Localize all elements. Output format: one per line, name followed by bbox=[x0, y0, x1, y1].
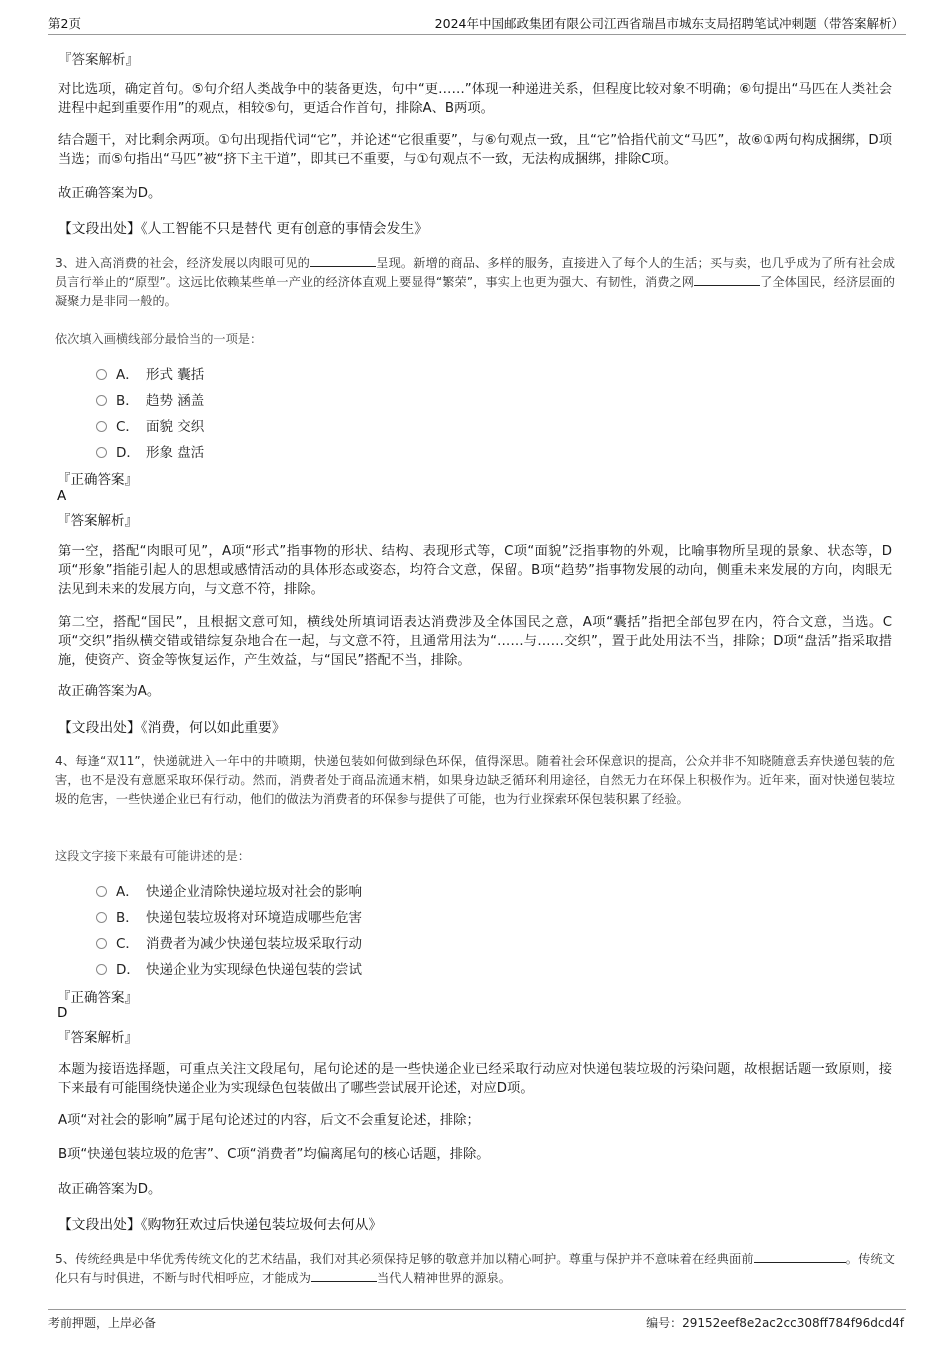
q3-option-d[interactable]: D． 形象 盘活 bbox=[96, 441, 204, 461]
q3-option-a[interactable]: A． 形式 囊括 bbox=[96, 363, 204, 383]
q4-option-c[interactable]: C． 消费者为减少快递包装垃圾采取行动 bbox=[96, 932, 362, 952]
q3-source: 【文段出处】《消费，何以如此重要》 bbox=[58, 720, 286, 736]
footer-serial: 编号：29152eef8e2ac2cc308ff784f96dcd4f bbox=[646, 1316, 904, 1330]
q4-option-b[interactable]: B． 快递包装垃圾将对环境造成哪些危害 bbox=[96, 906, 362, 926]
page-number: 第2页 bbox=[48, 16, 81, 31]
q5-stem: 5、传统经典是中华优秀传统文化的艺术结晶，我们对其必须保持足够的敬意并加以精心呵护。尊重与保护并不意味着在经典面前 。传统文化只有与时俱进，不断与时代相呼应，才能成为 当代人精神世界的源泉。 bbox=[55, 1252, 895, 1285]
q4-correct-answer: D bbox=[57, 1005, 68, 1021]
q3-blank-1 bbox=[310, 254, 376, 267]
q4-stem: 4、每逢“双11”，快递就进入一年中的井喷期，快递包装如何做到绿色环保，值得深思。随着社会环保意识的提高，公众并非不知晓随意丢弃快递包装的危害，也不是没有意愿采取环保行动。然而，消费者处于商品流通末梢，如果身边缺乏循环利用途径，自然无力在环保上积极作为。近年来，面对快递包装垃圾的危害，一些快递企业已有行动，他们的做法为消费者的环保参与提供了可能，也为行业探索环保包装积累了经验。 bbox=[55, 754, 895, 806]
q4-option-a[interactable]: A． 快递企业清除快递垃圾对社会的影响 bbox=[96, 880, 362, 900]
q2-analysis-p1: 对比选项，确定首句。⑤句介绍人类战争中的装备更迭，句中“更……”体现一种递进关系，但程度比较对象不明确；⑥句提出“马匹在人类社会进程中起到重要作用”的观点，相较⑤句，更适合作首句，排除A、B两项。 bbox=[58, 82, 892, 116]
q3-correct-label: 『正确答案』 bbox=[57, 472, 138, 488]
q3-analysis-label: 『答案解析』 bbox=[57, 513, 138, 529]
q3-prompt: 依次填入画横线部分最恰当的一项是： bbox=[55, 332, 263, 346]
q5-blank-1 bbox=[754, 1250, 846, 1263]
q4-analysis-p1: 本题为接语选择题，可重点关注文段尾句，尾句论述的是一些快递企业已经采取行动应对快递包装垃圾的污染问题，故根据话题一致原则，接下来最有可能围绕快递企业为实现绿色包装做出了哪些尝试展开论述，对应D项。 bbox=[58, 1062, 892, 1096]
q4-analysis-p3: B项“快递包装垃圾的危害”、C项“消费者”均偏离尾句的核心话题，排除。 bbox=[58, 1147, 490, 1162]
q2-conclusion: 故正确答案为D。 bbox=[58, 186, 162, 201]
footer-slogan: 考前押题，上岸必备 bbox=[48, 1316, 157, 1330]
radio-button[interactable] bbox=[96, 886, 107, 897]
q4-analysis-label: 『答案解析』 bbox=[57, 1030, 138, 1046]
page-footer bbox=[48, 1309, 906, 1336]
radio-button[interactable] bbox=[96, 421, 107, 432]
q3-stem: 3、进入高消费的社会，经济发展以肉眼可见的 呈现。新增的商品、多样的服务，直接进入了每个人的生活；买与卖，也几乎成为了所有社会成员言行举止的“原型”。这远比依赖某些单一产业的经济体直观上要显得“繁荣”，事实上也更为强大、有韧性，消费之网 了全体国民，经济层面的凝聚力是非同一般的。 bbox=[55, 256, 895, 308]
radio-button[interactable] bbox=[96, 964, 107, 975]
q5-blank-2 bbox=[311, 1269, 377, 1282]
q3-analysis-p2: 第二空，搭配“国民”，且根据文意可知，横线处所填词语表达消费涉及全体国民之意，A项“囊括”指把全部包罗在内，符合文意，当选。C项“交织”指纵横交错或错综复杂地合在一起，与文意不符，且通常用法为“……与……交织”，置于此处用法不当，排除；D项“盘活”指采取措施，使资产、资金等恢复运作，产生效益，与“国民”搭配不当，排除。 bbox=[58, 615, 892, 668]
q4-source: 【文段出处】《购物狂欢过后快递包装垃圾何去何从》 bbox=[58, 1217, 383, 1233]
q3-option-c[interactable]: C． 面貌 交织 bbox=[96, 415, 204, 435]
q3-analysis-p1: 第一空，搭配“肉眼可见”，A项“形式”指事物的形状、结构、表现形式等，C项“面貌”泛指事物的外观，比喻事物所呈现的景象、状态等，D项“形象”指能引起人的思想或感情活动的具体形态或姿态，均符合文意，保留。B项“趋势”指事物发展的动向，侧重未来发展的方向，肉眼无法见到未来的发展方向，与文意不符，排除。 bbox=[58, 544, 892, 597]
radio-button[interactable] bbox=[96, 938, 107, 949]
page-header bbox=[48, 12, 906, 35]
document-title: 2024年中国邮政集团有限公司江西省瑞昌市城东支局招聘笔试冲刺题（带答案解析） bbox=[434, 16, 904, 31]
q4-conclusion: 故正确答案为D。 bbox=[58, 1182, 162, 1197]
q3-correct-answer: A bbox=[57, 488, 67, 504]
q4-correct-label: 『正确答案』 bbox=[57, 990, 138, 1006]
q4-analysis-p2: A项“对社会的影响”属于尾句论述过的内容，后文不会重复论述，排除； bbox=[58, 1113, 480, 1128]
radio-button[interactable] bbox=[96, 369, 107, 380]
radio-button[interactable] bbox=[96, 912, 107, 923]
q4-option-d[interactable]: D． 快递企业为实现绿色快递包装的尝试 bbox=[96, 958, 362, 978]
q2-analysis-label: 『答案解析』 bbox=[58, 52, 139, 68]
radio-button[interactable] bbox=[96, 395, 107, 406]
q3-conclusion: 故正确答案为A。 bbox=[58, 684, 161, 699]
radio-button[interactable] bbox=[96, 447, 107, 458]
q3-blank-2 bbox=[694, 273, 760, 286]
q2-analysis-p2: 结合题干，对比剩余两项。①句出现指代词“它”，并论述“它很重要”，与⑥句观点一致，且“它”恰指代前文“马匹”，故⑥①两句构成捆绑，D项当选；而⑤句指出“马匹”被“挤下主干道”，即其已不重要，与①句观点不一致，无法构成捆绑，排除C项。 bbox=[58, 133, 892, 167]
q3-option-b[interactable]: B． 趋势 涵盖 bbox=[96, 389, 204, 409]
q4-prompt: 这段文字接下来最有可能讲述的是： bbox=[55, 849, 250, 863]
q2-source: 【文段出处】《人工智能不只是替代 更有创意的事情会发生》 bbox=[58, 221, 428, 237]
